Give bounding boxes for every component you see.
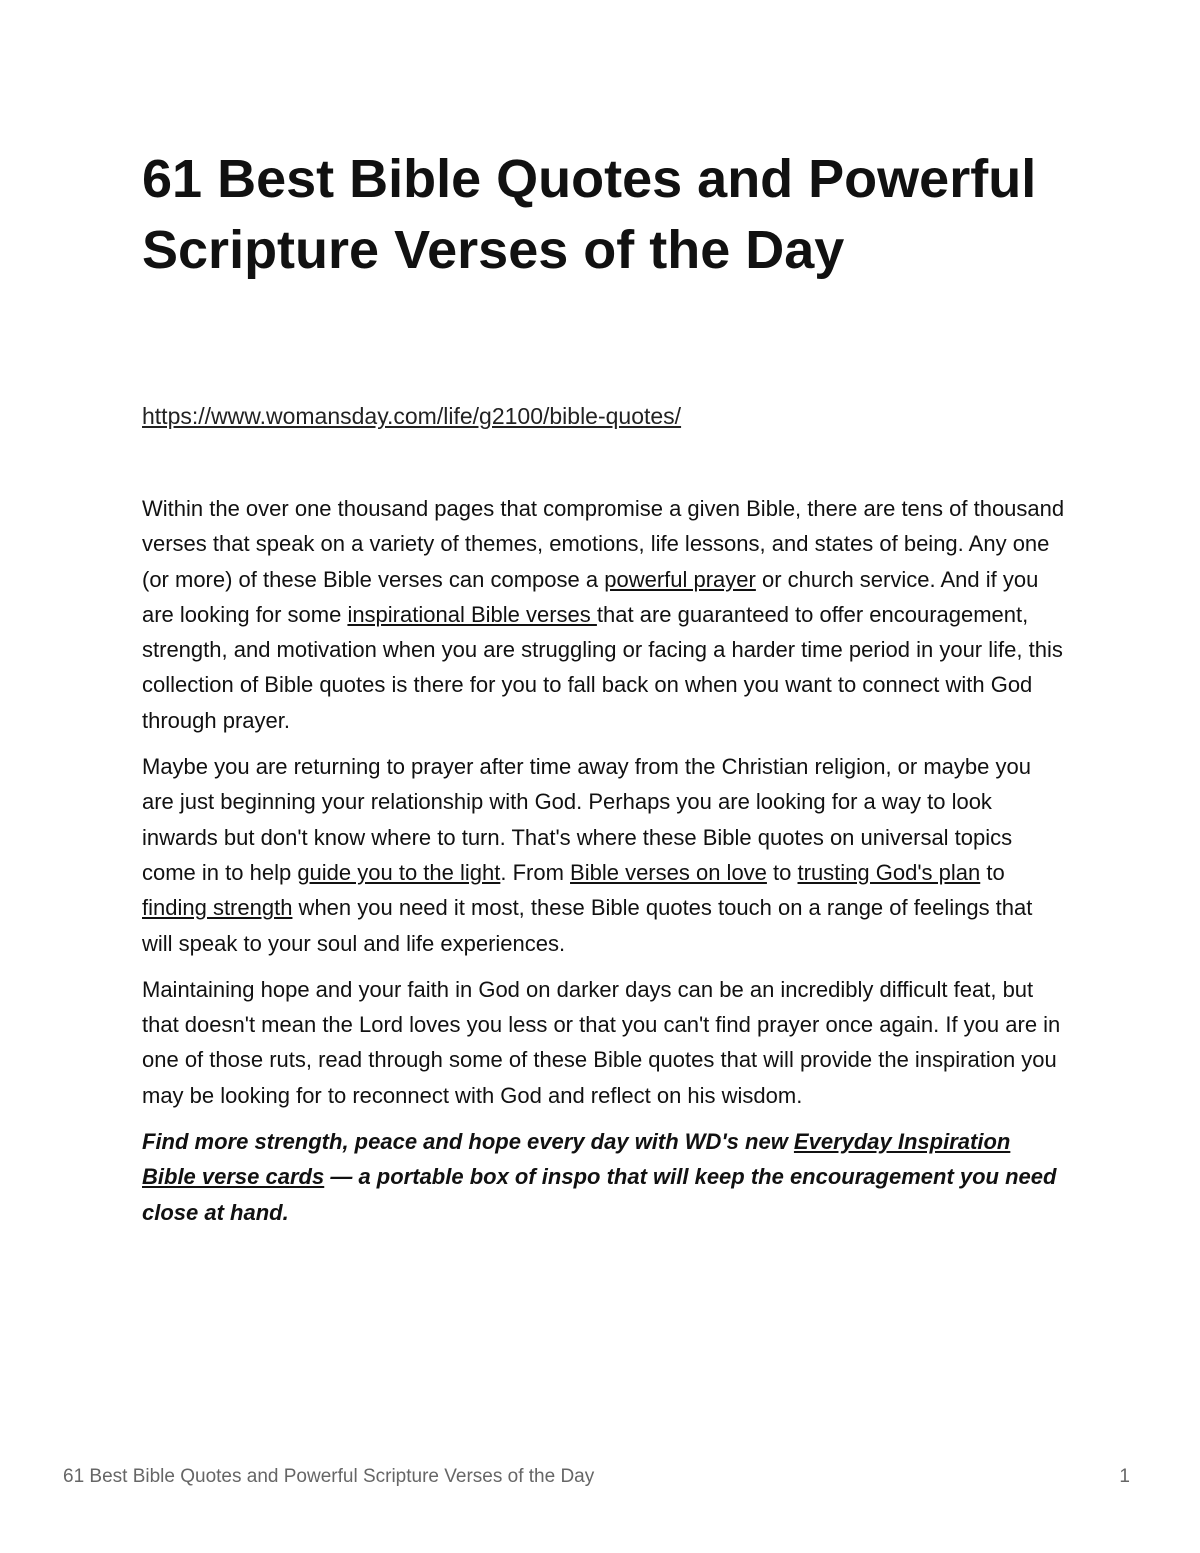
promo-text: Find more strength, peace and hope every day with WD's new: [142, 1129, 794, 1155]
paragraph-text: to: [766, 859, 798, 885]
footer-title: 61 Best Bible Quotes and Powerful Scripture Verses of the Day: [63, 1466, 595, 1487]
page-title: 61 Best Bible Quotes and Powerful Scripture Verses of the Day: [142, 149, 1037, 280]
paragraph-text: when you need it most, these Bible quotes touch on a range of feelings that will speak to your soul and life experiences.: [142, 895, 1033, 956]
powerful-prayer-link[interactable]: powerful prayer: [604, 566, 756, 592]
article-body: [142, 491, 1067, 1241]
paragraph-text: . From: [500, 859, 571, 885]
bible-verse-cards-link[interactable]: Everyday Inspiration Bible verse cards: [142, 1129, 1011, 1190]
paragraph-text: that are guaranteed to offer encouragement, strength, and motivation when you are struggling or facing a harder time period in your life, this collection of Bible quotes is there for you to fall back on when you want to connect with God through prayer.: [142, 601, 1063, 733]
paragraph-text: to: [980, 859, 1005, 885]
paragraph-text: Maybe you are returning to prayer after time away from the Christian religion, or maybe you are just beginning your relationship with God. Perhaps you are looking for a way to look inwards but don't know where to turn. That's where these Bible quotes on universal topics come in to help: [142, 754, 1031, 885]
paragraph-text: Within the over one thousand pages that compromise a given Bible, there are tens of thousand verses that speak on a variety of themes, emotions, life lessons, and states of being. Any one (or more) of these Bible verses can compose a: [142, 496, 1065, 592]
intro-paragraph: [142, 491, 1067, 738]
guide-you-to-the-light-link[interactable]: guide you to the light: [297, 859, 501, 885]
finding-strength-link[interactable]: finding strength: [142, 895, 293, 921]
page-number: 1: [1119, 1466, 1130, 1487]
promo-text: — a portable box of inspo that will keep the encouragement you need close at hand.: [142, 1164, 1057, 1225]
inspirational-bible-verses-link[interactable]: inspirational Bible verses: [347, 601, 597, 627]
bible-verses-on-love-link[interactable]: Bible verses on love: [570, 859, 767, 885]
promo-paragraph: [142, 1124, 1067, 1230]
second-paragraph: [142, 749, 1067, 961]
third-paragraph: Maintaining hope and your faith in God on darker days can be an incredibly difficult feat, but that doesn't mean the Lord loves you less or that you can't find prayer once again. If you are in one of those ruts, read through some of these Bible quotes that will provide the inspiration you may be looking for to reconnect with God and reflect on his wisdom.: [142, 976, 1061, 1108]
source-url-link[interactable]: https://www.womansday.com/life/g2100/bible-quotes/: [142, 403, 682, 429]
trusting-gods-plan-link[interactable]: trusting God's plan: [797, 859, 981, 885]
paragraph-text: or church service. And if you are looking for some: [142, 566, 1039, 627]
